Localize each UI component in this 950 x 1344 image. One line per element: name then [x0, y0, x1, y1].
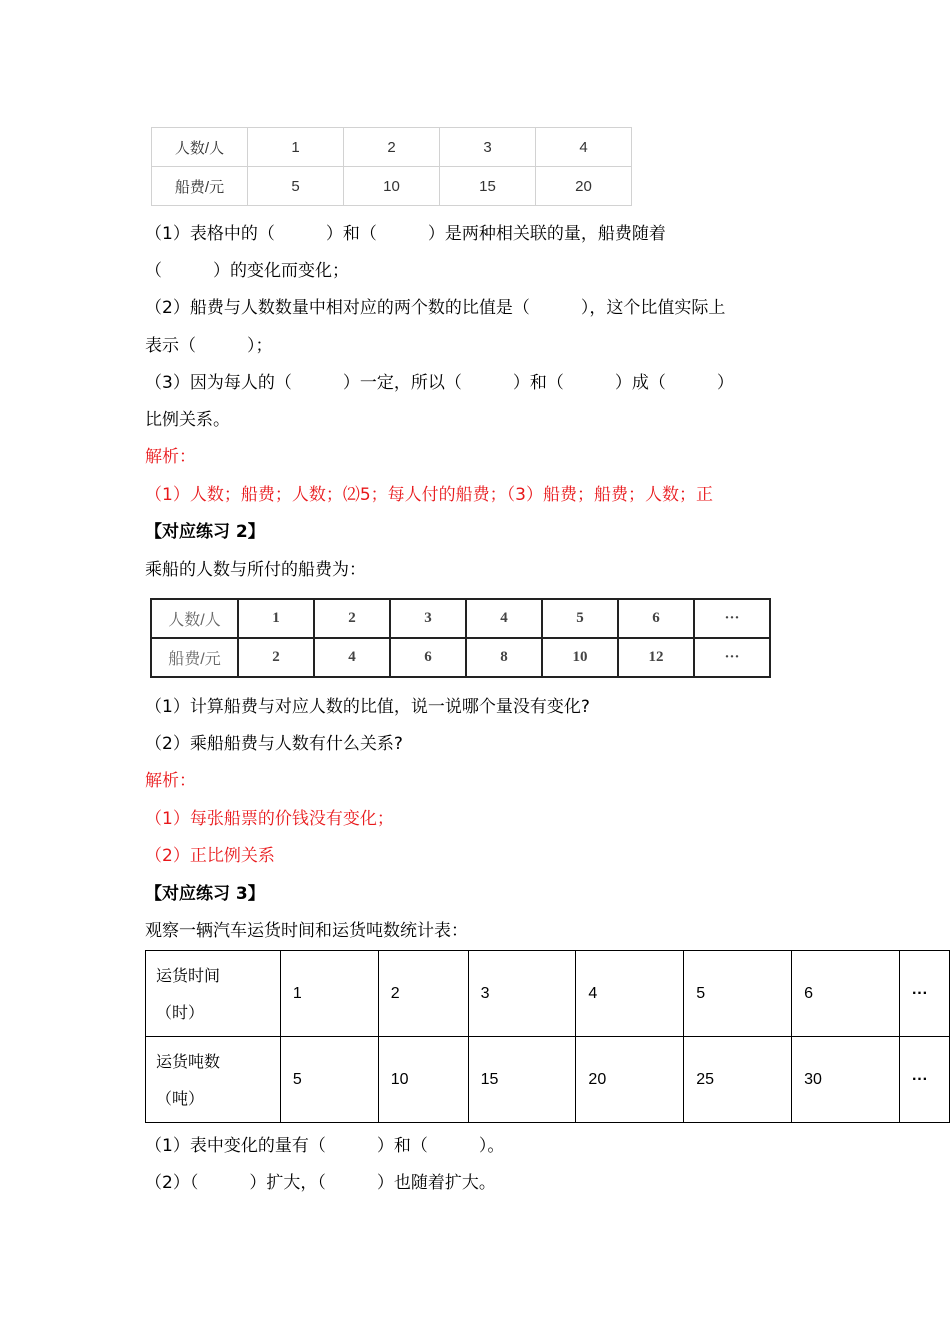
exercise-2-question-1: （1）计算船费与对应人数的比值，说一说哪个量没有变化? [145, 697, 590, 717]
exercise-2-question-2: （2）乘船船费与人数有什么关系? [145, 734, 403, 754]
table-cell: 8 [466, 638, 542, 677]
table-cell: 4 [466, 599, 542, 638]
row-header-line-1: 运货吨数 [156, 1051, 221, 1071]
table-row [151, 638, 770, 677]
table-row [146, 951, 950, 1037]
exercise-3-title: 【对应练习 3】 [145, 884, 265, 904]
boat-fare-table-2 [150, 598, 771, 678]
row-header-line-1: 运货时间 [156, 965, 221, 985]
table-row [152, 167, 632, 206]
table-cell: 1 [280, 951, 378, 1037]
table-cell: 4 [314, 638, 390, 677]
table-cell: 2 [344, 128, 440, 167]
table-cell: 4 [576, 951, 684, 1037]
row-header [146, 1037, 281, 1123]
row-header: 人数/人 [151, 599, 238, 638]
exercise-2-analysis-label: 解析： [145, 771, 196, 791]
table-cell: 4 [536, 128, 632, 167]
table-cell: 2 [314, 599, 390, 638]
table-cell: 25 [684, 1037, 792, 1123]
question-1a: （1）表格中的（ ）和（ ）是两种相关联的量，船费随着 [145, 224, 666, 244]
table-cell: ··· [899, 1037, 949, 1123]
question-1b: （ ）的变化而变化； [145, 261, 349, 281]
row-header: 船费/元 [151, 638, 238, 677]
analysis-answer: （1）人数；船费；人数；⑵5；每人付的船费；（3）船费；船费；人数；正 [145, 485, 713, 505]
table-cell: 6 [792, 951, 900, 1037]
question-2a: （2）船费与人数数量中相对应的两个数的比值是（ ），这个比值实际上 [145, 298, 726, 318]
analysis-label: 解析： [145, 447, 196, 467]
table-cell: 6 [390, 638, 466, 677]
table-cell: 6 [618, 599, 694, 638]
table-cell: 15 [440, 167, 536, 206]
row-header: 船费/元 [152, 167, 248, 206]
table-cell: 3 [390, 599, 466, 638]
table-cell: 3 [468, 951, 576, 1037]
table-cell: ··· [694, 599, 770, 638]
table-cell: 5 [248, 167, 344, 206]
row-header: 人数/人 [152, 128, 248, 167]
table-cell: 20 [536, 167, 632, 206]
table-row [151, 599, 770, 638]
exercise-2-answer-1: （1）每张船票的价钱没有变化； [145, 809, 394, 829]
table-cell: 20 [576, 1037, 684, 1123]
table-row [152, 128, 632, 167]
exercise-3-question-2: （2）（ ）扩大，（ ）也随着扩大。 [145, 1173, 496, 1193]
exercise-3-question-1: （1）表中变化的量有（ ）和（ ）。 [145, 1136, 505, 1156]
question-2b: 表示（ ）； [145, 336, 273, 356]
table-cell: 10 [542, 638, 618, 677]
boat-fare-table-1 [151, 127, 632, 206]
freight-table [145, 950, 950, 1123]
table-cell: 15 [468, 1037, 576, 1123]
row-header-line-2: （时） [156, 1002, 205, 1022]
table-cell: 5 [684, 951, 792, 1037]
question-3a: （3）因为每人的（ ）一定，所以（ ）和（ ）成（ ） [145, 373, 734, 393]
exercise-2-answer-2: （2）正比例关系 [145, 846, 275, 866]
row-header [146, 951, 281, 1037]
table-cell: ··· [694, 638, 770, 677]
table-cell: 12 [618, 638, 694, 677]
exercise-2-intro: 乘船的人数与所付的船费为： [145, 560, 366, 580]
table-cell: 2 [238, 638, 314, 677]
exercise-2-title: 【对应练习 2】 [145, 522, 265, 542]
table-cell: 5 [542, 599, 618, 638]
table-cell: 30 [792, 1037, 900, 1123]
table-cell: 10 [344, 167, 440, 206]
table-cell: 5 [280, 1037, 378, 1123]
question-3b: 比例关系。 [145, 410, 230, 430]
table-cell: 3 [440, 128, 536, 167]
row-header-line-2: （吨） [156, 1088, 205, 1108]
table-cell: 10 [378, 1037, 468, 1123]
table-cell: ··· [899, 951, 949, 1037]
table-row [146, 1037, 950, 1123]
table-cell: 1 [238, 599, 314, 638]
table-cell: 1 [248, 128, 344, 167]
exercise-3-intro: 观察一辆汽车运货时间和运货吨数统计表： [145, 921, 468, 941]
table-cell: 2 [378, 951, 468, 1037]
